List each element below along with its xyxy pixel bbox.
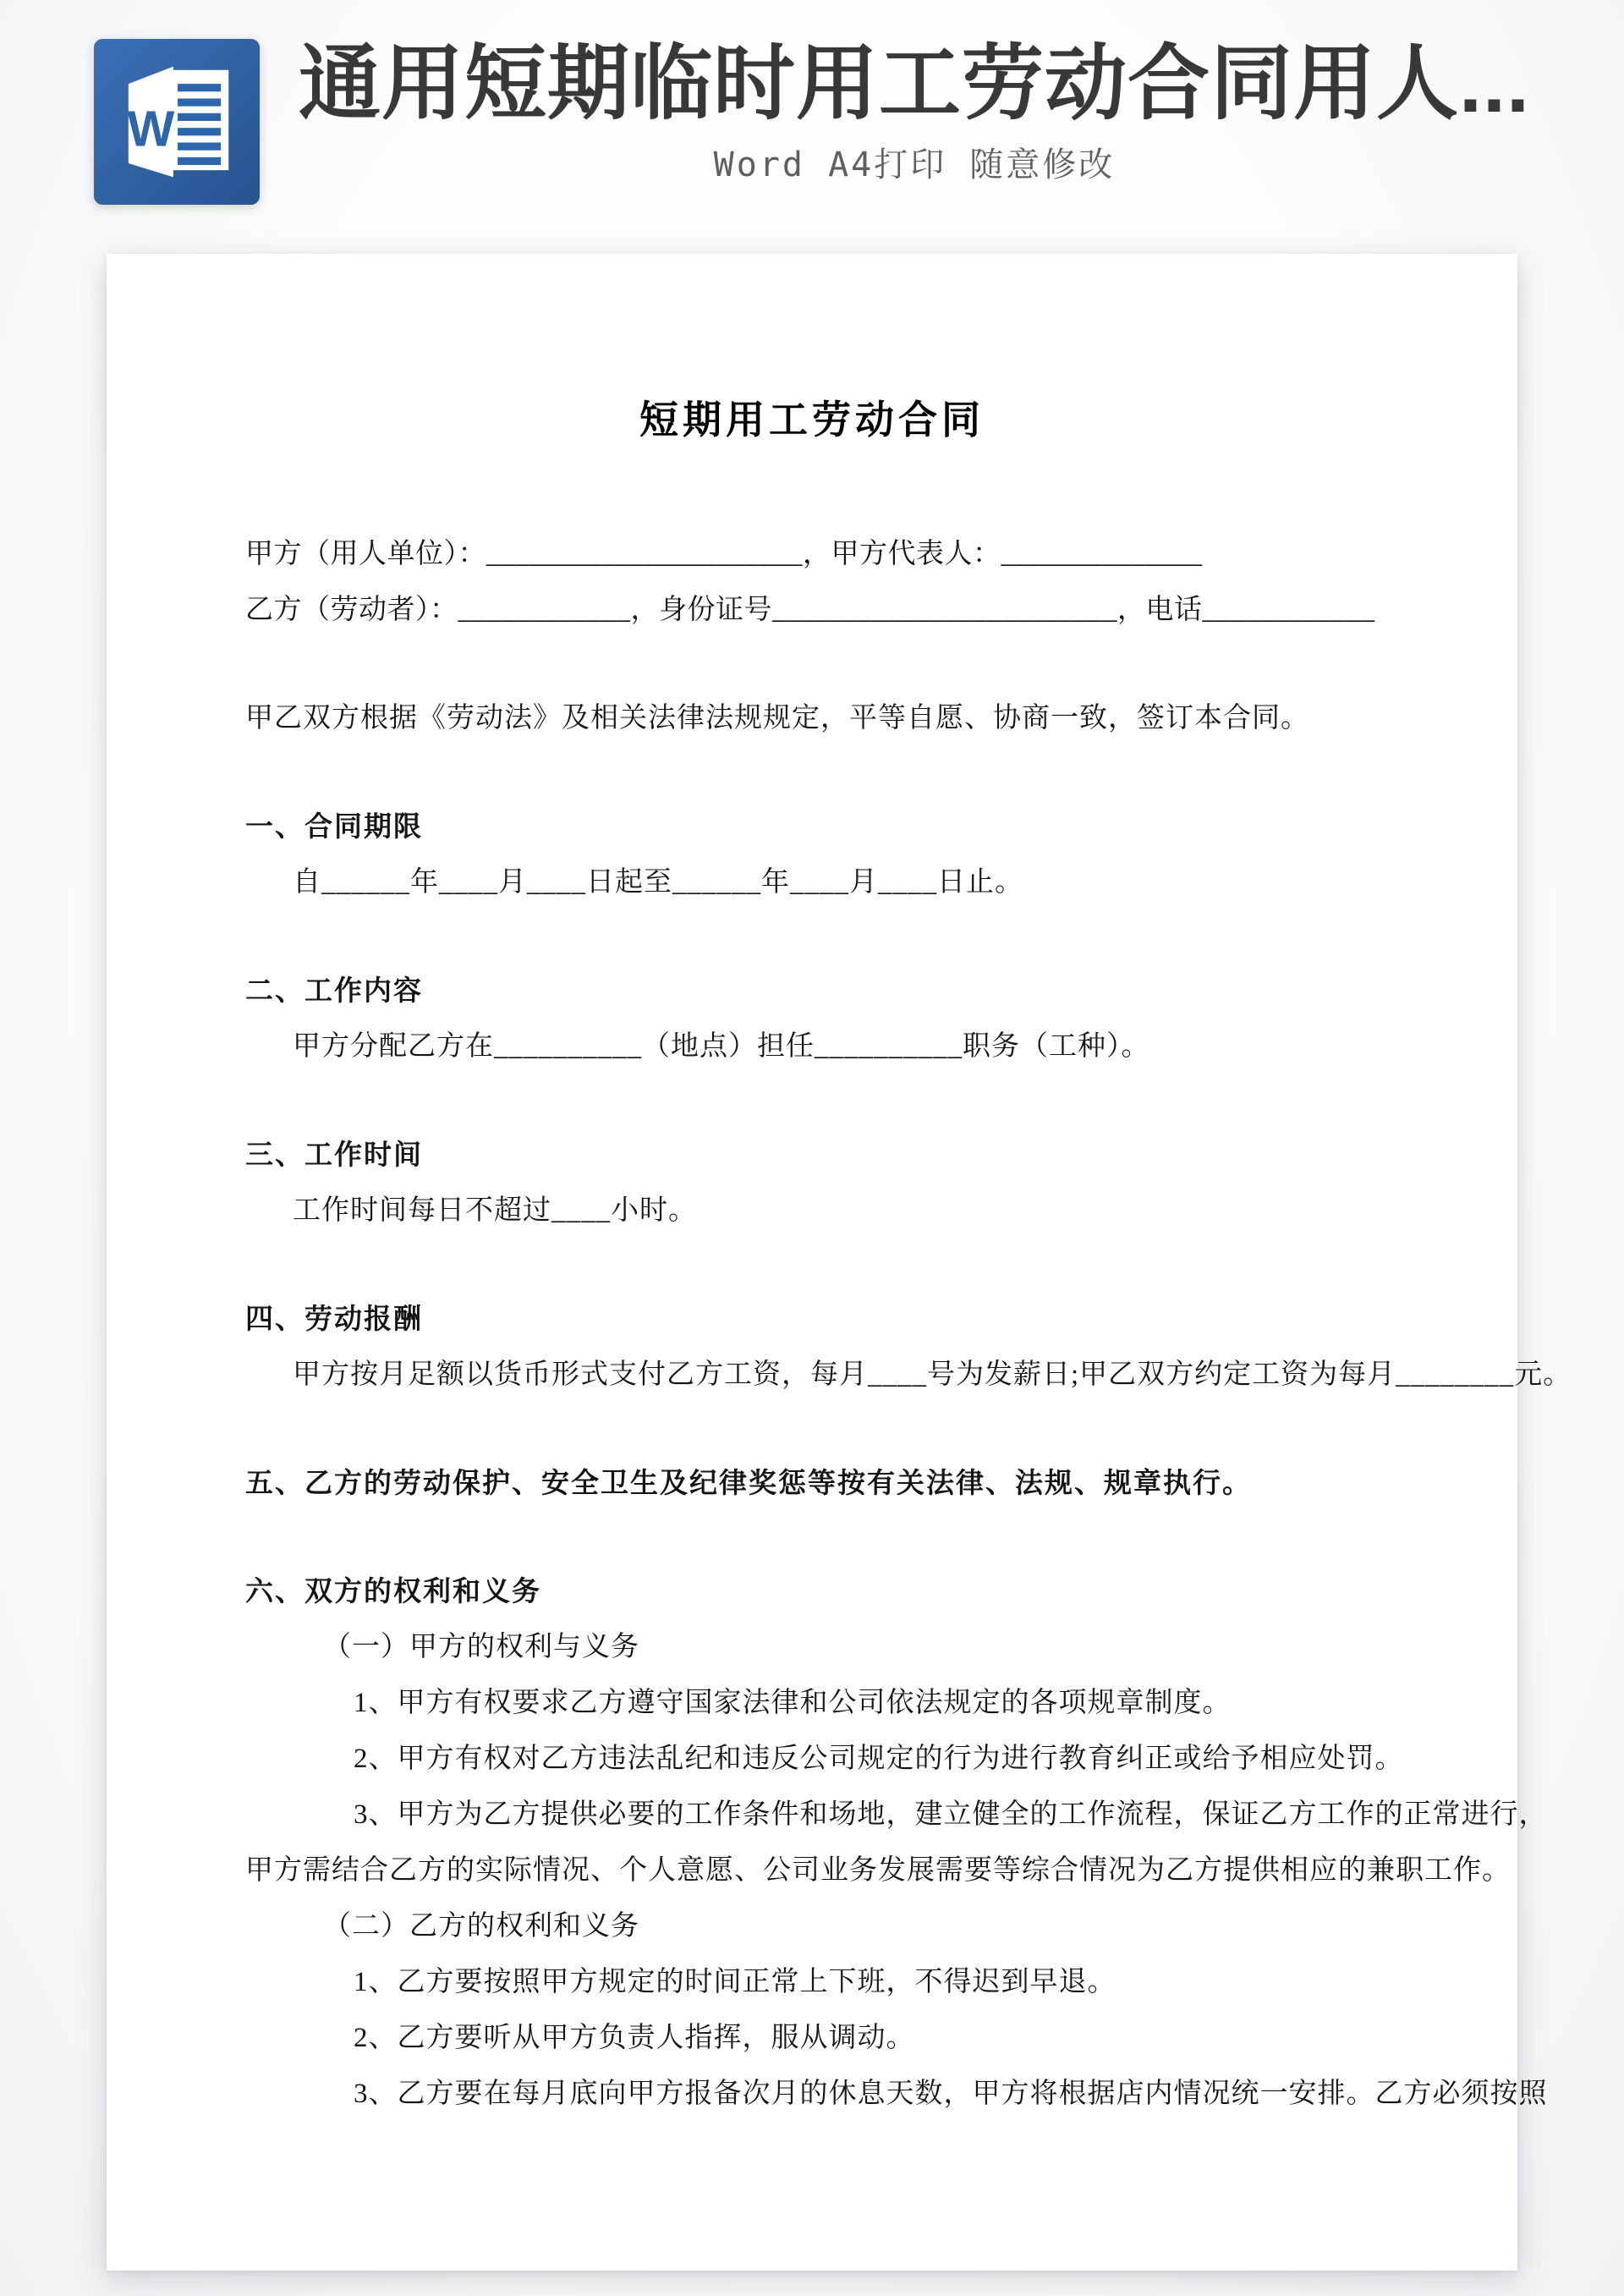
doc-paragraph-heading: 五、乙方的劳动保护、安全卫生及纪律奖惩等按有关法律、法规、规章执行。 bbox=[245, 1467, 1252, 1498]
page-header bbox=[0, 0, 1624, 205]
word-letter: W bbox=[127, 100, 175, 157]
doc-paragraph-fill-line: 甲方（用人单位）：______________________，甲方代表人：______________ bbox=[245, 539, 1203, 569]
doc-paragraph-heading: 三、工作时间 bbox=[245, 1139, 423, 1170]
doc-paragraph-heading: 二、工作内容 bbox=[245, 975, 423, 1006]
doc-paragraph-para: 甲乙双方根据《劳动法》及相关法律法规规定，平等自愿、协商一致，签订本合同。 bbox=[245, 703, 1309, 733]
doc-paragraph-item: 3、乙方要在每月底向甲方报备次月的休息天数，甲方将根据店内情况统一安排。乙方必须按照 bbox=[354, 2079, 1548, 2109]
doc-paragraph-heading: 四、劳动报酬 bbox=[245, 1303, 423, 1334]
word-logo-icon bbox=[94, 39, 260, 205]
template-title: 通用短期临时用工劳动合同用人... bbox=[299, 39, 1530, 129]
template-subtitle: Word A4打印 随意修改 bbox=[713, 145, 1116, 184]
doc-paragraph-indent: 甲方分配乙方在__________（地点）担任__________职务（工种）。 bbox=[293, 1031, 1150, 1062]
doc-paragraph-item: 1、甲方有权要求乙方遵守国家法律和公司依法规定的各项规章制度。 bbox=[354, 1688, 1232, 1718]
doc-paragraph-heading: 一、合同期限 bbox=[245, 810, 423, 842]
doc-paragraph-heading: 六、双方的权利和义务 bbox=[245, 1575, 541, 1607]
doc-paragraph-item: 3、甲方为乙方提供必要的工作条件和场地，建立健全的工作流程，保证乙方工作的正常进行， bbox=[354, 1799, 1548, 1830]
document-page-preview bbox=[107, 254, 1572, 2271]
document-title: 短期用工劳动合同 bbox=[639, 398, 985, 442]
doc-paragraph-indent: 甲方按月足额以货币形式支付乙方工资，每月____号为发薪日;甲乙双方约定工资为每月________元。 bbox=[293, 1359, 1572, 1390]
doc-paragraph-sub: （二）乙方的权利和义务 bbox=[323, 1911, 639, 1942]
doc-paragraph-item: 1、乙方要按照甲方规定的时间正常上下班，不得迟到早退。 bbox=[354, 1967, 1116, 1997]
doc-paragraph-indent: 自______年____月____日起至______年____月____日止。 bbox=[293, 867, 1023, 898]
doc-paragraph-cont: 甲方需结合乙方的实际情况、个人意愿、公司业务发展需要等综合情况为乙方提供相应的兼职工作。 bbox=[245, 1855, 1511, 1886]
header-text bbox=[299, 39, 1530, 186]
doc-paragraph-fill-line: 乙方（劳动者）：____________，身份证号________________________，电话____________ bbox=[245, 595, 1375, 625]
doc-paragraph-sub: （一）甲方的权利与义务 bbox=[323, 1632, 639, 1662]
doc-paragraph-indent: 工作时间每日不超过____小时。 bbox=[293, 1195, 697, 1226]
doc-paragraph-item: 2、甲方有权对乙方违法乱纪和违反公司规定的行为进行教育纠正或给予相应处罚。 bbox=[354, 1744, 1404, 1774]
document-body bbox=[245, 526, 1572, 2122]
doc-paragraph-item: 2、乙方要听从甲方负责人指挥，服从调动。 bbox=[354, 2023, 915, 2053]
